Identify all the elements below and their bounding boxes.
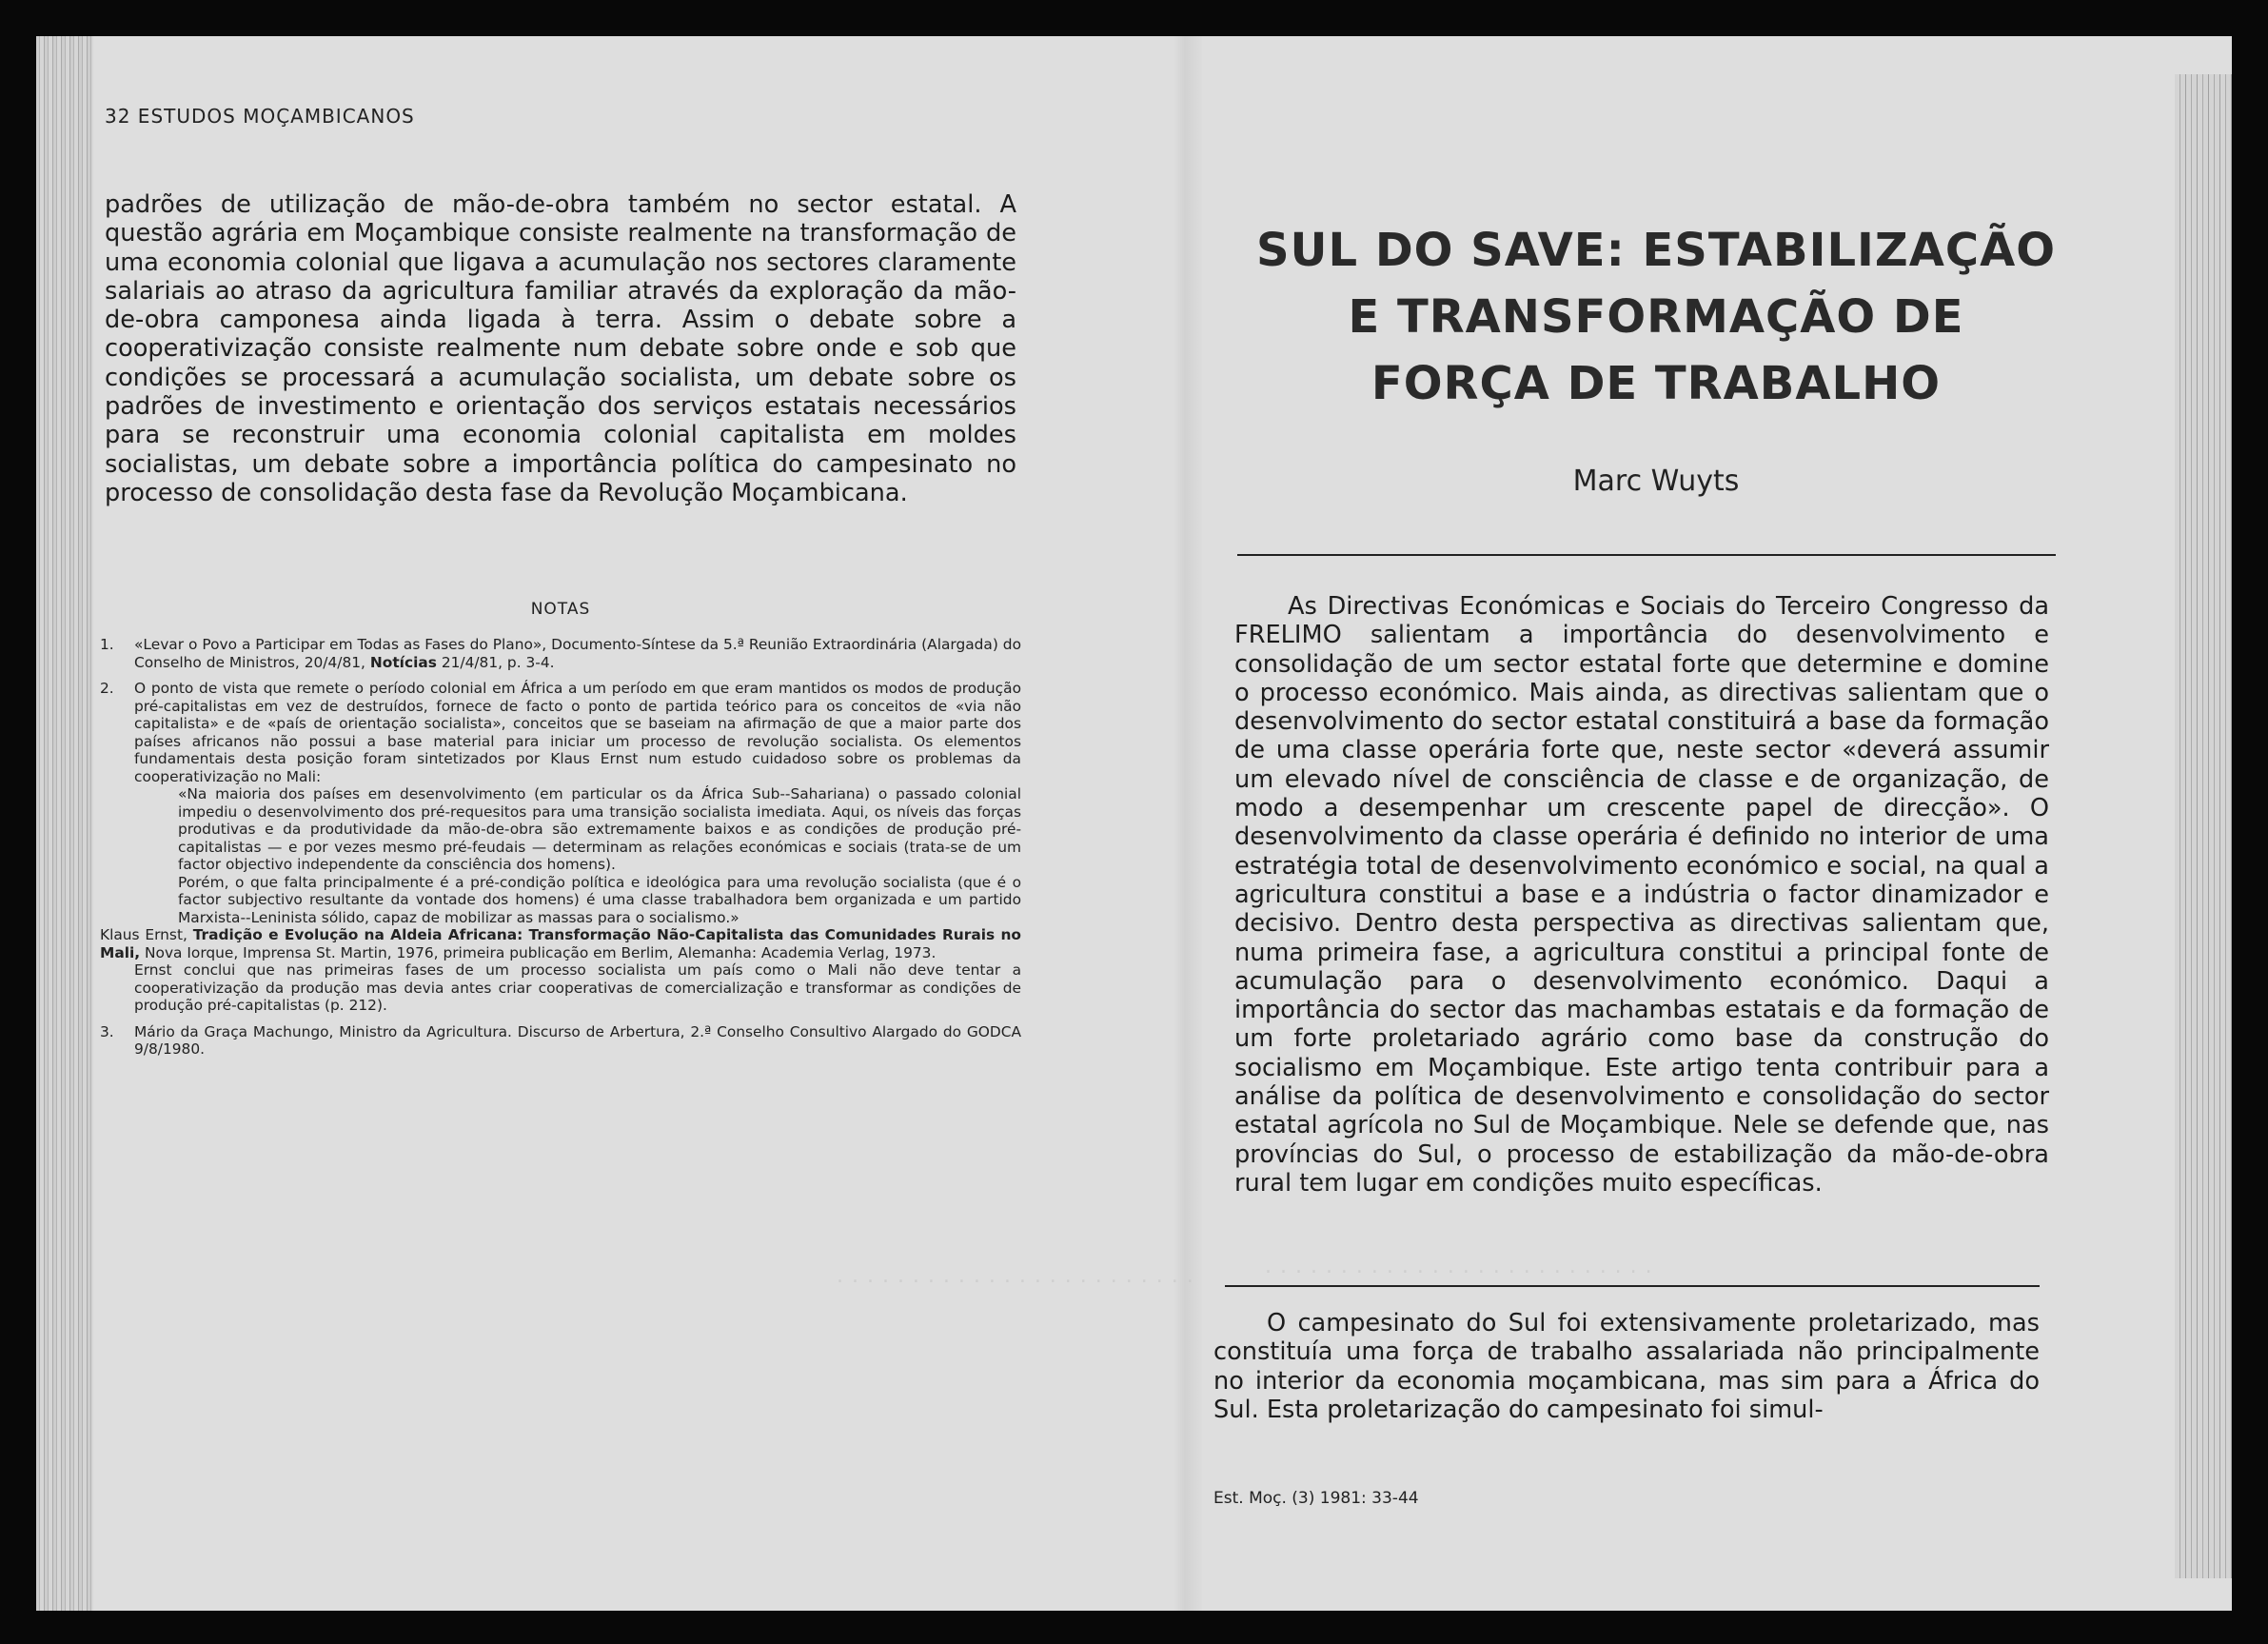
book-spine	[1173, 36, 1202, 1611]
notes-heading: NOTAS	[530, 600, 591, 619]
abstract-paragraph: As Directivas Económicas e Sociais do Terceiro Congresso da FRELIMO salientam a importância do desenvolvimento e consolidação de um sector estatal forte que determine e domine o processo económico. Mais ainda, as directivas salientam que o desenvolvimento do sector estatal constituirá a base da formação de uma classe operária forte que, neste sector «deverá assumir um elevado nível de consciência de classe e de organização, de modo a desempenhar um crescente papel de direcção». O desenvolvimento da classe operária é definido no interior de uma estratégia total de desenvolvimento económico e social, na qual a agricultura constitui a base e a indústria o factor dinamizador e decisivo. Dentro desta perspectiva as directivas salientam que, numa primeira fase, a agricultura constitui a principal fonte de acumulação para o desenvolvimento económico. Daqui a importância do sector das machambas estatais e da formação de um forte proletariado agrário como base da construção do socialismo em Moçambique. Este artigo tenta contribuir para a análise da política de desenvolvimento e consolidação do sector estatal agrícola no Sul de Moçambique. Nele se defende que, nas províncias do Sul, o processo de estabilização da mão-de-obra rural tem lugar em condições muito específicas.	[1234, 592, 2049, 1198]
title-line: SUL DO SAVE: ESTABILIZAÇÃO	[1255, 224, 2057, 277]
title-line: FORÇA DE TRABALHO	[1371, 357, 1942, 410]
note-number: 1.	[100, 636, 114, 653]
note-text: O ponto de vista que remete o período colonial em África a um período em que eram mantidos os modos de produção pré-capitalistas em vez de destruídos, fornece de facto o ponto de partida teórico para os conceitos de «via não capitalista» e de «país de orientação socialista», conceitos que se baseiam na afirmação de que a maior parte dos países africanos não possui a base material para iniciar um processo de revolução socialista. Os elementos fundamentais desta posição foram sintetizados por Klaus Ernst num estudo cuidadoso sobre os problemas da cooperativização no Mali:	[134, 680, 1021, 785]
divider-bottom	[1225, 1285, 2040, 1287]
bleed-through-text: . . . . . . . . . . . . . . . . . . . . . . . . . .	[1264, 1255, 1652, 1278]
left-body-text	[105, 190, 1016, 507]
note-item	[100, 1023, 1021, 1059]
bleed-through-text: . . . . . . . . . . . . . . . . . . . . . . . .	[836, 1264, 1193, 1288]
scan-edge-left	[36, 36, 93, 1611]
running-head: 32 ESTUDOS MOÇAMBICANOS	[105, 105, 415, 128]
note-number: 3.	[100, 1022, 114, 1040]
title-line: E TRANSFORMAÇÃO DE	[1348, 290, 1964, 344]
note-item	[100, 680, 1021, 1015]
note-item	[100, 636, 1021, 671]
divider-top	[1237, 554, 2056, 556]
notes-list	[100, 636, 1021, 1067]
body-paragraph: O campesinato do Sul foi extensivamente proletarizado, mas constituía uma força de trabalho assalariada não principalmente no interior da economia moçambicana, mas sim para a África do Sul. Esta proletarização do campesinato foi simul-	[1213, 1309, 2040, 1424]
article-body	[1213, 1309, 2040, 1424]
note-quote: «Na maioria dos países em desenvolvimento (em particular os da África Sub--Sahariana) o passado colonial impediu o desenvolvimento dos pré-requesitos para uma transição socialista imediata. Aqui, os níveis das forças produtivas e da produtividade da mão-de-obra são extremamente baixos e as condições de produção pré-capitalistas — e por vezes mesmo pré-feudais — determinam as relações económicas e sociais (trata-se de um factor objectivo independente da consciência dos homens).	[178, 785, 1021, 873]
note-number: 2.	[100, 680, 114, 697]
citation-footer: Est. Moç. (3) 1981: 33-44	[1213, 1489, 1419, 1508]
scan-edge-right	[2175, 74, 2232, 1578]
article-author: Marc Wuyts	[1572, 465, 1740, 498]
note-quote: Porém, o que falta principalmente é a pré-condição política e ideológica para uma revolução socialista (que é o factor subjectivo resultante da vontade dos homens) é uma classe trabalhadora bem organizada e um partido Marxista--Leninista sólido, capaz de mobilizar as massas para o socialismo.»	[178, 873, 1021, 926]
article-abstract	[1234, 592, 2049, 1198]
note-text: «Levar o Povo a Participar em Todas as Fases do Plano», Documento-Síntese da 5.ª Reunião Extraordinária (Alargada) do Conselho de Ministros, 20/4/81, Notícias 21/4/81, p. 3-4.	[134, 636, 1021, 671]
article-title	[1218, 217, 2094, 417]
note-conclusion: Ernst conclui que nas primeiras fases de um processo socialista um país como o Mali não deve tentar a cooperativização da produção mas devia antes criar cooperativas de comercialização e transformar as condições de produção pré-capitalistas (p. 212).	[134, 961, 1021, 1014]
note-reference: Klaus Ernst, Tradição e Evolução na Aldeia Africana: Transformação Não-Capitalista das Comunidades Rurais no Mali, Nova Iorque, Imprensa St. Martin, 1976, primeira publicação em Berlim, Alemanha: Academia Verlag, 1973.	[100, 926, 1021, 961]
paragraph: padrões de utilização de mão-de-obra também no sector estatal. A questão agrária em Moçambique consiste realmente na transformação de uma economia colonial que ligava a acumulação nos sectores claramente salariais ao atraso da agricultura familiar através da exploração da mão-de-obra camponesa ainda ligada à terra. Assim o debate sobre a cooperativização consiste realmente num debate sobre onde e sob que condições se processará a acumulação socialista, um debate sobre os padrões de investimento e orientação dos serviços estatais necessários para se reconstruir uma economia colonial capitalista em moldes socialistas, um debate sobre a importância política do campesinato no processo de consolidação desta fase da Revolução Moçambicana.	[105, 190, 1016, 507]
note-text: Mário da Graça Machungo, Ministro da Agricultura. Discurso de Arbertura, 2.ª Conselho Consultivo Alargado do GODCA 9/8/1980.	[134, 1022, 1021, 1058]
